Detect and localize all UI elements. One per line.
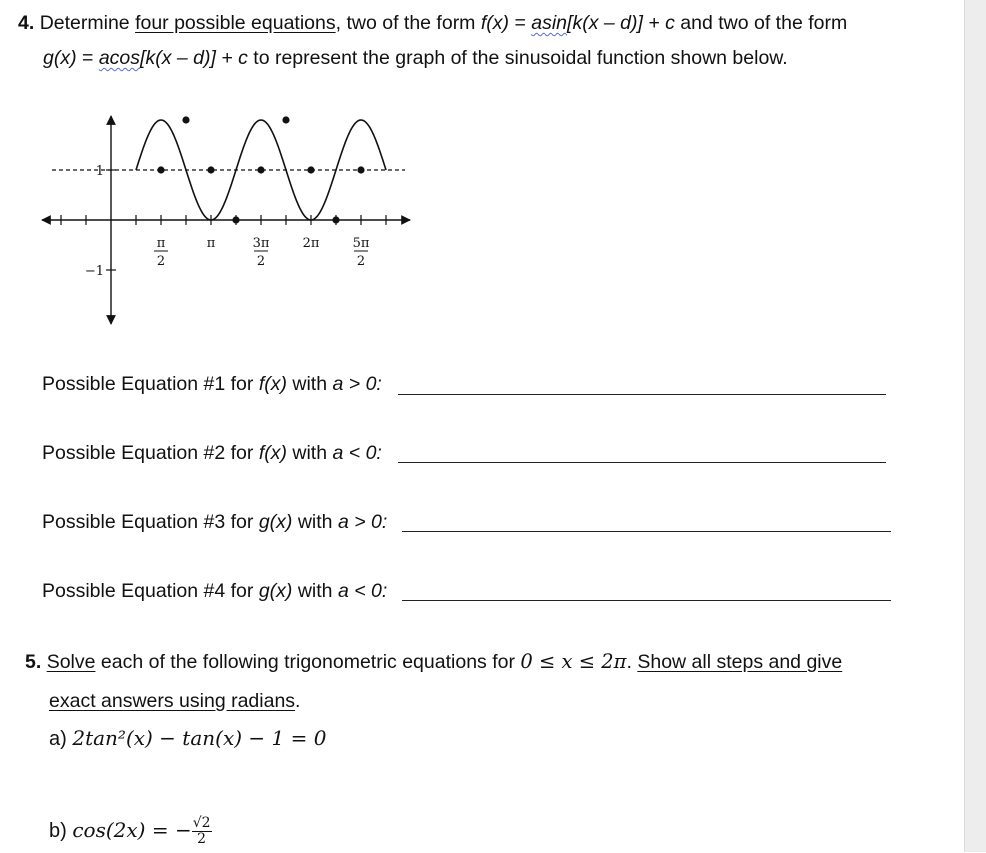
- eq2-mid: with: [292, 442, 328, 464]
- q4-four-equations: four possible equations: [135, 12, 336, 34]
- q4-text-c: , two of the form: [335, 12, 476, 34]
- equation-1-prompt: [42, 372, 382, 396]
- eq3-func: g(x): [258, 511, 293, 533]
- key-point: [332, 216, 339, 223]
- x-tick-label: 2π: [302, 236, 320, 251]
- equation-4-answer-line[interactable]: [402, 600, 891, 601]
- part-b-numerator: √2: [192, 815, 211, 832]
- q4-equals-1: =: [514, 12, 526, 34]
- eq1-func: f(x): [258, 373, 287, 395]
- q4-g-lhs: g(x): [43, 47, 77, 69]
- key-point: [257, 166, 264, 173]
- q5-show-steps-1: Show all steps and give: [637, 651, 843, 673]
- question-5-line-1: [25, 650, 842, 674]
- q5-interval: 0 ≤ x ≤ 2π: [520, 650, 627, 673]
- equation-4-prompt: [42, 579, 387, 603]
- equation-3-answer-line[interactable]: [402, 531, 891, 532]
- vertical-scrollbar[interactable]: [964, 0, 986, 852]
- part-b-label: b): [49, 820, 67, 842]
- eq2-func: f(x): [258, 442, 287, 464]
- equation-2-prompt: [42, 441, 382, 465]
- x-tick-label-den: 2: [256, 254, 266, 269]
- x-tick-label-den: 2: [156, 254, 166, 269]
- q4-equals-2: =: [82, 47, 94, 69]
- sinusoid-graph: [0, 100, 440, 340]
- key-point: [357, 166, 364, 173]
- eq4-cond: a < 0:: [337, 580, 388, 602]
- key-point: [232, 216, 239, 223]
- question-5-line-2: [49, 689, 300, 713]
- eq1-prefix: Possible Equation #1 for: [42, 373, 254, 395]
- x-tick-label-num: 3π: [252, 236, 270, 251]
- y-tick-label: −1: [84, 264, 104, 279]
- question-5-number: 5.: [25, 651, 42, 673]
- key-point: [157, 166, 164, 173]
- part-a-equation: 2tan²(x) − tan(x) − 1 = 0: [72, 726, 327, 750]
- key-point: [307, 166, 314, 173]
- equation-1-answer-line[interactable]: [398, 394, 886, 395]
- question-4-number: 4.: [18, 12, 35, 34]
- part-b-lhs: cos(2x) = −: [72, 818, 192, 842]
- x-tick-label: π: [206, 236, 216, 251]
- part-b-denominator: 2: [197, 831, 207, 848]
- question-5b: [49, 808, 212, 853]
- question-4-line-1: [18, 11, 847, 35]
- eq4-mid: with: [297, 580, 333, 602]
- q5-text-a: each of the following trigonometric equations for: [100, 651, 515, 673]
- eq3-mid: with: [297, 511, 333, 533]
- equation-2-answer-line[interactable]: [398, 462, 886, 463]
- eq2-cond: a < 0:: [332, 442, 382, 464]
- y-tick-label: 1: [95, 164, 104, 179]
- eq3-cond: a > 0:: [337, 511, 388, 533]
- eq1-cond: a > 0:: [332, 373, 382, 395]
- q4-text-e: to represent the graph of the sinusoidal function shown below.: [253, 47, 788, 69]
- q4-text-d: and two of the form: [680, 12, 848, 34]
- eq3-prefix: Possible Equation #3 for: [42, 511, 254, 533]
- q5-period-2: .: [295, 690, 301, 712]
- q4-f-rhs: [k(x – d)] + c: [567, 12, 675, 34]
- x-tick-labels: [154, 236, 370, 269]
- q4-asin: asin: [531, 12, 568, 34]
- q5-period: .: [626, 651, 632, 673]
- part-b-fraction: [192, 816, 212, 847]
- x-tick-label-num: 5π: [352, 236, 370, 251]
- key-point: [282, 116, 289, 123]
- q4-f-lhs: f(x): [480, 12, 510, 34]
- key-point: [207, 166, 214, 173]
- q5-show-steps-2: exact answers using radians: [49, 690, 296, 712]
- part-a-label: a): [49, 728, 67, 750]
- q4-text-a: Determine: [39, 12, 130, 34]
- x-tick-label-num: π: [156, 236, 166, 251]
- q5-solve: Solve: [46, 651, 96, 673]
- eq4-prefix: Possible Equation #4 for: [42, 580, 254, 602]
- equation-3-prompt: [42, 510, 387, 534]
- q4-acos: acos: [98, 47, 141, 69]
- x-tick-label-den: 2: [356, 254, 366, 269]
- eq4-func: g(x): [258, 580, 293, 602]
- q4-g-rhs: [k(x – d)] + c: [140, 47, 248, 69]
- question-5a: [49, 726, 326, 751]
- question-4-line-2: [43, 46, 788, 70]
- eq2-prefix: Possible Equation #2 for: [42, 442, 254, 464]
- key-point: [182, 116, 189, 123]
- eq1-mid: with: [292, 373, 328, 395]
